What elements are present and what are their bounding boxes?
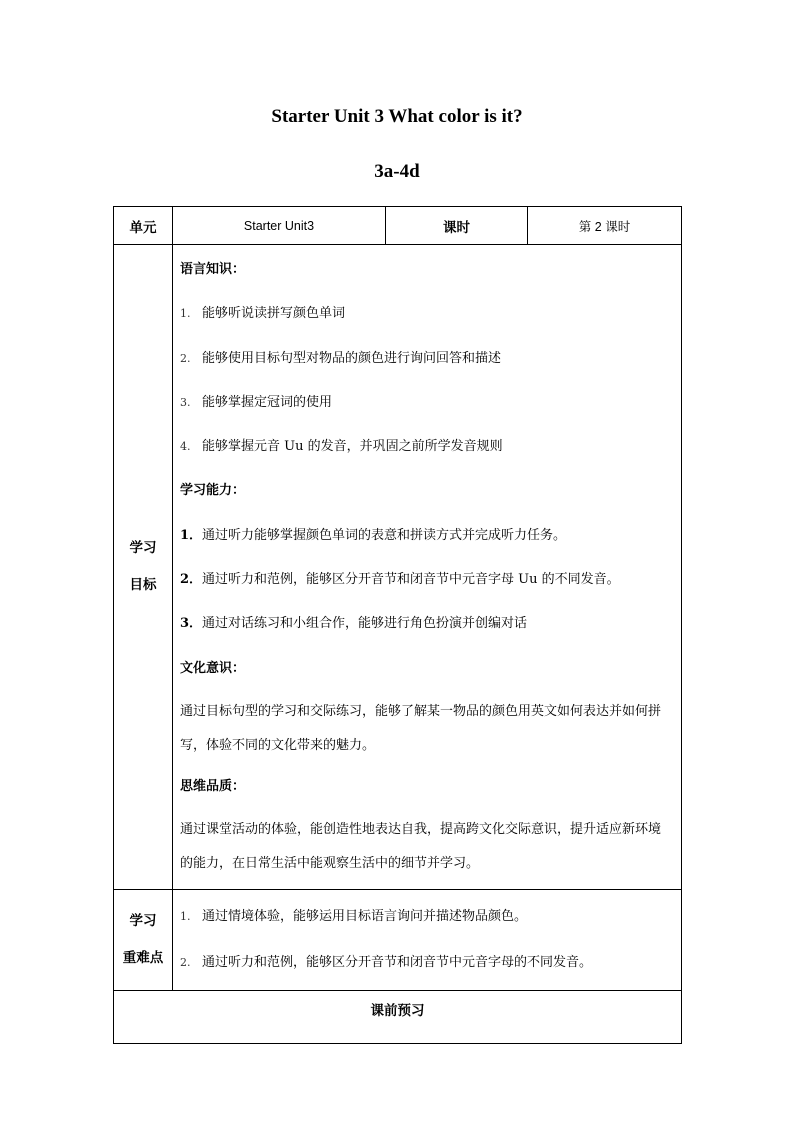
unit-label: 单元: [114, 207, 173, 245]
page-title: Starter Unit 3 What color is it?: [271, 106, 523, 127]
preview-row: [114, 991, 682, 1044]
goals-label-line2: 目标: [129, 577, 157, 594]
list-item: 2．通过听力和范例，能够区分开音节和闭音节中元音字母 Uu 的不同发音。: [180, 572, 620, 588]
list-item: 1．通过听力能够掌握颜色单词的表意和拼读方式并完成听力任务。: [180, 527, 567, 543]
period-value: 第 2 课时: [528, 207, 682, 245]
key-points-content: [173, 890, 682, 991]
list-item: 4. 能够掌握元音 Uu 的发音，并巩固之前所学发音规则: [180, 439, 503, 455]
lesson-plan-table: [113, 206, 682, 1044]
thinking-heading: 思维品质：: [180, 778, 246, 794]
unit-value: Starter Unit3: [173, 207, 386, 245]
list-item: 1. 通过情境体验，能够运用目标语言询问并描述物品颜色。: [180, 909, 528, 925]
goals-label-line1: 学习: [129, 540, 157, 557]
goals-row: [114, 245, 682, 890]
key-points-row: [114, 890, 682, 991]
culture-heading: 文化意识：: [180, 660, 246, 676]
key-points-label-line2: 重难点: [122, 950, 164, 967]
list-item: 1. 能够听说读拼写颜色单词: [180, 306, 346, 322]
goals-label: [114, 245, 173, 890]
list-item: 2. 能够使用目标句型对物品的颜色进行询问回答和描述: [180, 350, 502, 366]
key-points-label: [114, 890, 173, 991]
goals-content: [173, 245, 682, 890]
list-item: 3．通过对话练习和小组合作，能够进行角色扮演并创编对话: [180, 616, 528, 632]
list-item: 2. 通过听力和范例，能够区分开音节和闭音节中元音字母的不同发音。: [180, 955, 593, 971]
period-label: 课时: [386, 207, 528, 245]
page-subtitle: 3a-4d: [374, 161, 420, 182]
ability-heading: 学习能力：: [180, 483, 246, 499]
list-item: 3. 能够掌握定冠词的使用: [180, 394, 333, 410]
thinking-text: 通过课堂活动的体验，能创造性地表达自我，提高跨文化交际意识，提升适应新环境的能力，在日常生活中能观察生活中的细节并学习。: [180, 822, 662, 872]
key-points-label-line1: 学习: [129, 913, 157, 930]
header-row: [114, 207, 682, 245]
language-heading: 语言知识：: [180, 262, 246, 277]
culture-text: 通过目标句型的学习和交际练习，能够了解某一物品的颜色用英文如何表达并如何拼写，体验不同的文化带来的魅力。: [180, 703, 662, 753]
preview-label: 课前预习: [114, 991, 682, 1044]
